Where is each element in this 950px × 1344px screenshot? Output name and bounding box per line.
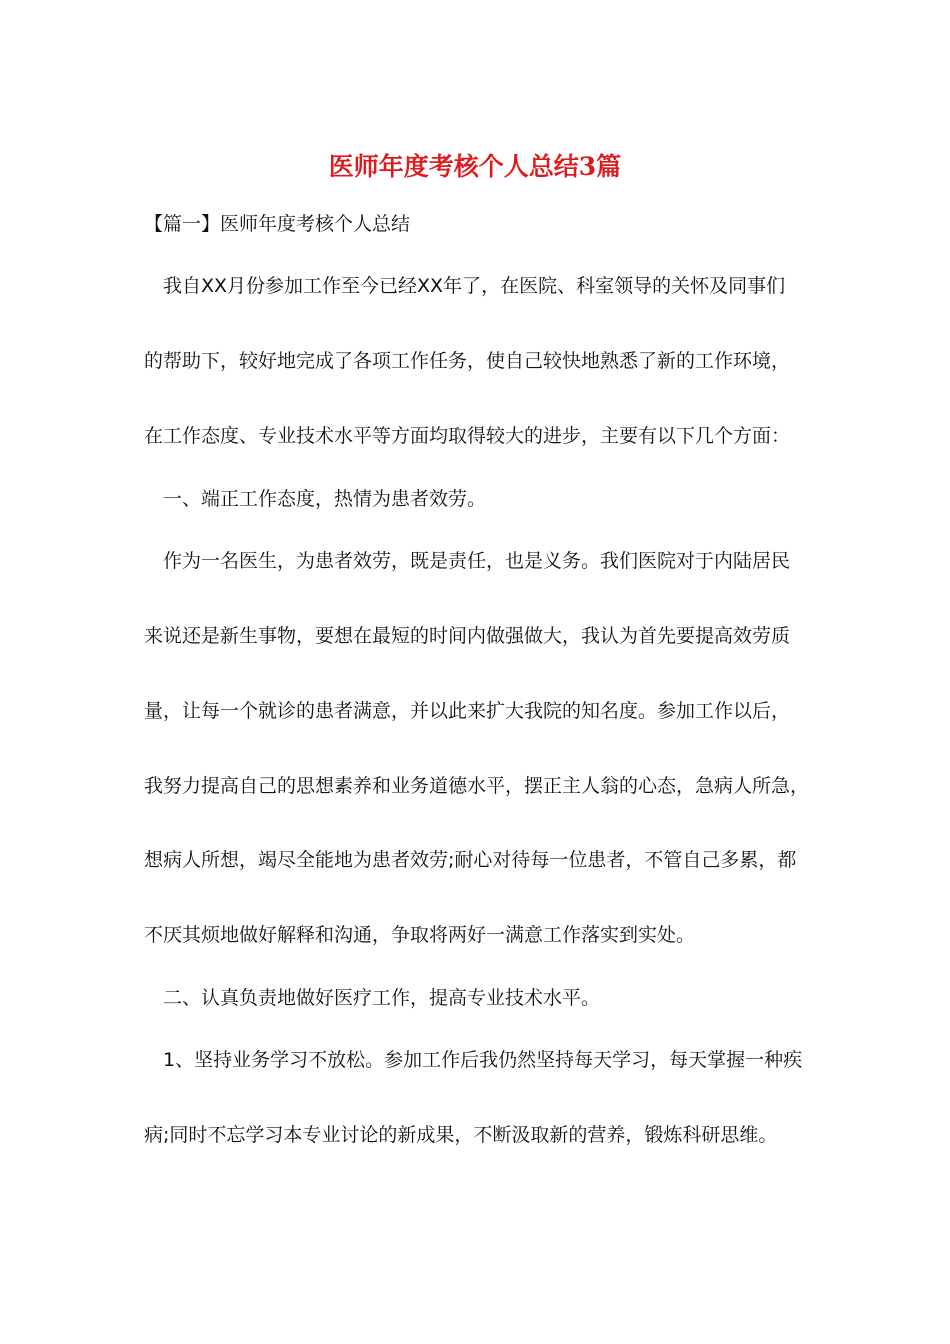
subheading-line: 二、认真负责地做好医疗工作，提高专业技术水平。 <box>163 987 601 1009</box>
paragraph-line: 作为一名医生，为患者效劳，既是责任，也是义务。我们医院对于内陆居民 <box>163 550 791 572</box>
paragraph-line: 我自XX月份参加工作至今已经XX年了，在医院、科室领导的关怀及同事们 <box>163 275 786 297</box>
paragraph-line: 来说还是新生事物，要想在最短的时间内做强做大，我认为首先要提高效劳质 <box>144 625 791 647</box>
paragraph-line: 病;同时不忘学习本专业讨论的新成果，不断汲取新的营养，锻炼科研思维。 <box>144 1124 778 1146</box>
paragraph-line: 我努力提高自己的思想素养和业务道德水平，摆正主人翁的心态，急病人所急， <box>144 775 810 797</box>
paragraph-line: 在工作态度、专业技术水平等方面均取得较大的进步，主要有以下几个方面： <box>144 425 791 447</box>
paragraph-line: 1、坚持业务学习不放松。参加工作后我仍然坚持每天学习，每天掌握一种疾 <box>163 1049 803 1071</box>
paragraph-line: 想病人所想，竭尽全能地为患者效劳;耐心对待每一位患者，不管自己多累，都 <box>144 849 797 871</box>
document-title: 医师年度考核个人总结3篇 <box>328 152 622 181</box>
subheading-line: 一、端正工作态度，热情为患者效劳。 <box>163 488 487 510</box>
section-heading: 【篇一】医师年度考核个人总结 <box>144 213 411 235</box>
paragraph-line: 的帮助下，较好地完成了各项工作任务，使自己较快地熟悉了新的工作环境， <box>144 350 791 372</box>
paragraph-line: 不厌其烦地做好解释和沟通，争取将两好一满意工作落实到实处。 <box>144 924 696 946</box>
paragraph-line: 量，让每一个就诊的患者满意，并以此来扩大我院的知名度。参加工作以后， <box>144 700 791 722</box>
